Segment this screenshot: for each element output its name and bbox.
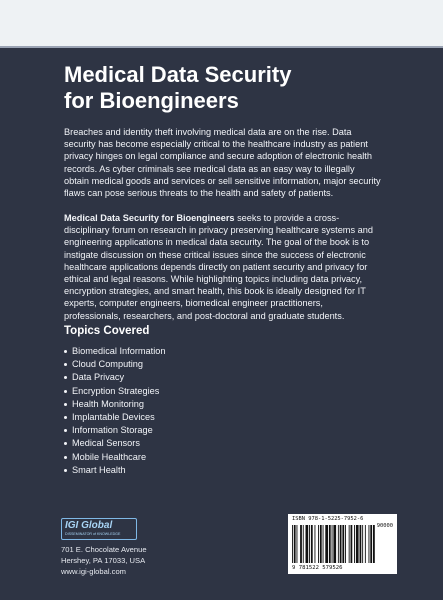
topics-heading: Topics Covered <box>64 325 150 337</box>
barcode-bar <box>345 525 346 563</box>
topic-item <box>64 464 165 477</box>
topic-label: Implantable Devices <box>72 411 155 422</box>
barcode-bar <box>349 525 350 563</box>
barcode-bar <box>370 525 372 563</box>
topic-item <box>64 371 165 384</box>
bullet-icon <box>64 390 67 393</box>
description-paragraph-2-text: seeks to provide a cross-disciplinary forum on research in privacy preserving healthcare systems and engineering applications in medical data security. The goal of the book is to instigate discussion on these critical issues since the success of electronic healthcare applications depends directly on patient security and privacy for ethical and legal reasons. While highlighting topics including data privacy, encryption strategies, and smart health, this book is ideally designed for IT experts, computer engineers, biomedical engineer practitioners, professionals, researchers, and post-doctoral and graduate students. <box>64 213 373 321</box>
topic-item <box>64 451 165 464</box>
barcode-bar <box>356 525 359 563</box>
publisher-address <box>61 544 147 577</box>
topic-label: Health Monitoring <box>72 398 145 409</box>
publisher-logo <box>61 518 137 540</box>
book-title-line-2: for Bioengineers <box>64 88 239 113</box>
topic-item <box>64 385 165 398</box>
barcode-bar <box>362 525 363 563</box>
publisher-logo-tagline: DISSEMINATOR of KNOWLEDGE <box>65 532 121 536</box>
isbn-barcode <box>288 514 397 574</box>
barcode-bar <box>292 525 293 563</box>
barcode-bar <box>369 525 370 563</box>
barcode-bar <box>338 525 339 563</box>
publisher-logo-name: IGI Global <box>65 520 113 531</box>
topic-item <box>64 358 165 371</box>
barcode-bar <box>325 525 328 563</box>
barcode-bar <box>373 525 375 563</box>
topic-label: Information Storage <box>72 425 153 436</box>
barcode-bar <box>351 525 353 563</box>
description-paragraph-2 <box>64 212 382 322</box>
topic-item <box>64 345 165 358</box>
barcode-bar <box>354 525 355 563</box>
barcode-bar <box>332 525 333 563</box>
barcode-bar <box>333 525 336 563</box>
topic-label: Medical Sensors <box>72 438 140 449</box>
topic-label: Data Privacy <box>72 372 125 383</box>
topic-item <box>64 424 165 437</box>
bullet-icon <box>64 469 67 472</box>
barcode-bar <box>300 525 302 563</box>
barcode-bar <box>309 525 310 563</box>
barcode-bar <box>342 525 344 563</box>
barcode-bar <box>323 525 324 563</box>
address-city: Hershey, PA 17033, USA <box>61 556 146 565</box>
barcode-bar <box>360 525 362 563</box>
topic-label: Biomedical Information <box>72 346 166 356</box>
page-top-background <box>0 0 443 46</box>
isbn-text: ISBN 978-1-5225-7952-6 <box>292 516 364 522</box>
topic-item <box>64 437 165 450</box>
topic-label: Encryption Strategies <box>72 385 160 396</box>
isbn-line <box>292 516 393 529</box>
bullet-icon <box>64 363 67 366</box>
barcode-bar <box>329 525 331 563</box>
bullet-icon <box>64 376 67 379</box>
barcode-bar <box>311 525 313 563</box>
barcode-bar <box>294 525 296 563</box>
barcode-bar <box>320 525 322 563</box>
bullet-icon <box>64 456 67 459</box>
barcode-bar <box>303 525 304 563</box>
bullet-icon <box>64 403 67 406</box>
barcode-bar <box>306 525 309 563</box>
barcode-bars-graphic <box>292 525 393 563</box>
bullet-icon <box>64 442 67 445</box>
bullet-icon <box>64 350 67 353</box>
barcode-bar <box>340 525 342 563</box>
book-title-line-1: Medical Data Security <box>64 62 292 87</box>
barcode-bar <box>365 525 366 563</box>
publisher-website: www.igi-global.com <box>61 567 126 576</box>
topics-list <box>64 345 165 477</box>
topic-label: Cloud Computing <box>72 359 143 370</box>
barcode-bar <box>318 525 319 563</box>
bullet-icon <box>64 416 67 419</box>
address-street: 701 E. Chocolate Avenue <box>61 545 147 554</box>
barcode-digits: 9 781522 579526 <box>292 565 343 571</box>
topic-label: Smart Health <box>72 464 126 475</box>
book-title <box>64 62 384 114</box>
bullet-icon <box>64 429 67 432</box>
description-paragraph-1: Breaches and identity theft involving medical data are on the rise. Data security has become especially critical to the healthcare industry as patient privacy hinges on legal compliance and secure adoption of electronic health records. As cyber criminals see medical data as an easy way to illegally obtain medical goods and services or sell sensitive information, major security flaws can pose serious threats to the health and safety of patients. <box>64 127 381 199</box>
topic-item <box>64 398 165 411</box>
barcode-bar <box>315 525 316 563</box>
book-title-inline: Medical Data Security for Bioengineers <box>64 213 235 223</box>
price-code: 90000 <box>376 523 393 529</box>
topic-item <box>64 411 165 424</box>
barcode-bar <box>297 525 298 563</box>
topic-label: Mobile Healthcare <box>72 451 147 462</box>
